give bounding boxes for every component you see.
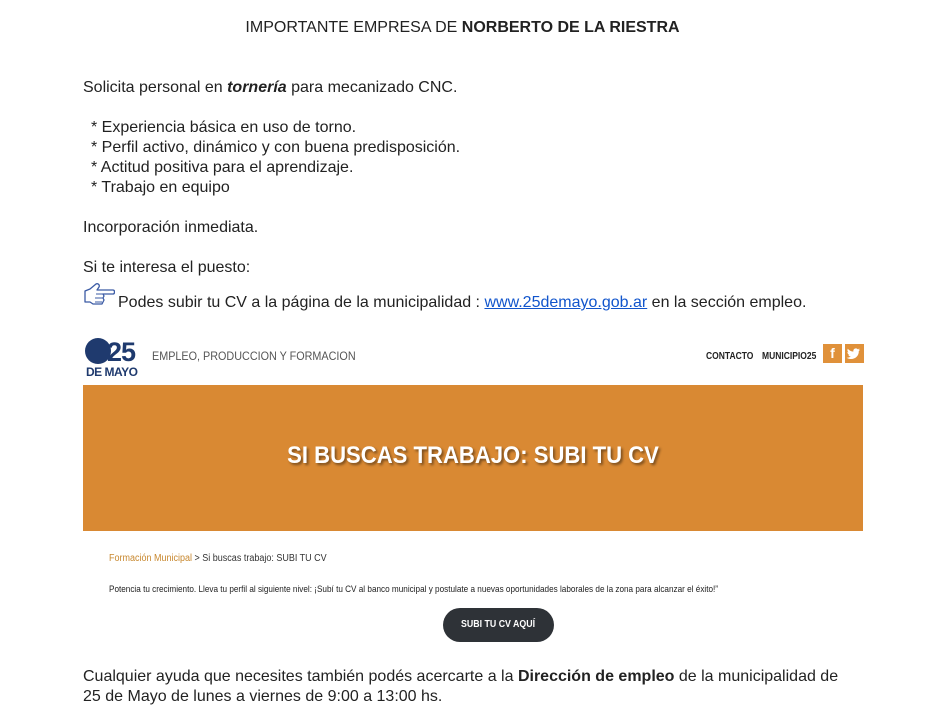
facebook-icon[interactable]: f <box>823 344 842 363</box>
site-tagline: EMPLEO, PRODUCCION Y FORMACION <box>152 349 356 363</box>
requirement-item: * Perfil activo, dinámico y con buena predisposición. <box>91 139 461 156</box>
footer-prefix: Cualquier ayuda que necesites también podés acercarte a la <box>83 668 518 685</box>
requirement-item: * Actitud positiva para el aprendizaje. <box>91 159 354 176</box>
website-screenshot <box>83 333 863 653</box>
intro-emphasis: tornería <box>227 79 287 96</box>
cv-instruction-prefix: Podes subir tu CV a la página de la municipalidad : <box>118 294 485 311</box>
pointing-hand-icon <box>83 283 115 305</box>
page-description: Potencia tu crecimiento. Lleva tu perfil al siguiente nivel: ¡Subí tu CV al banco municipal y postulate a nuevas oportunidades laborales de la zona para alcanzar el éxito!” <box>109 584 719 595</box>
requirement-item: * Trabajo en equipo <box>91 179 230 196</box>
breadcrumb-current: > Si buscas trabajo: SUBI TU CV <box>192 553 327 564</box>
requirement-item: * Experiencia básica en uso de torno. <box>91 119 357 136</box>
nav-municipio25[interactable]: MUNICIPIO25 <box>762 351 817 362</box>
cv-instruction-suffix: en la sección empleo. <box>647 294 807 311</box>
upload-cv-button[interactable] <box>443 608 554 642</box>
cv-instruction <box>118 293 806 313</box>
nav-contact[interactable]: CONTACTO <box>706 351 754 362</box>
municipality-link[interactable]: www.25demayo.gob.ar <box>484 294 648 311</box>
intro-suffix: para mecanizado CNC. <box>286 79 458 96</box>
breadcrumb-link[interactable]: Formación Municipal <box>109 553 193 564</box>
upload-cv-button-label: SUBI TU CV AQUÍ <box>461 619 536 630</box>
footer-line-1 <box>83 667 838 687</box>
interest-text: Si te interesa el puesto: <box>83 259 251 276</box>
banner-title: SI BUSCAS TRABAJO: SUBI TU CV <box>287 442 659 469</box>
hero-banner <box>83 385 863 531</box>
heading <box>0 18 925 38</box>
intro-prefix: Solicita personal en <box>83 79 228 96</box>
heading-prefix: IMPORTANTE EMPRESA DE <box>245 19 462 36</box>
municipality-logo <box>85 336 143 380</box>
heading-company: NORBERTO DE LA RIESTRA <box>461 19 680 36</box>
breadcrumb <box>109 553 327 564</box>
intro-line <box>83 78 457 98</box>
footer-suffix: de la municipalidad de <box>674 668 839 685</box>
logo-subtitle: DE MAYO <box>86 365 138 379</box>
footer-line-2: 25 de Mayo de lunes a viernes de 9:00 a 13:00 hs. <box>83 688 443 705</box>
incorporation-text: Incorporación inmediata. <box>83 219 259 236</box>
logo-number: 25 <box>107 337 136 367</box>
footer-employment-office: Dirección de empleo <box>517 668 675 685</box>
twitter-icon[interactable] <box>845 344 864 363</box>
